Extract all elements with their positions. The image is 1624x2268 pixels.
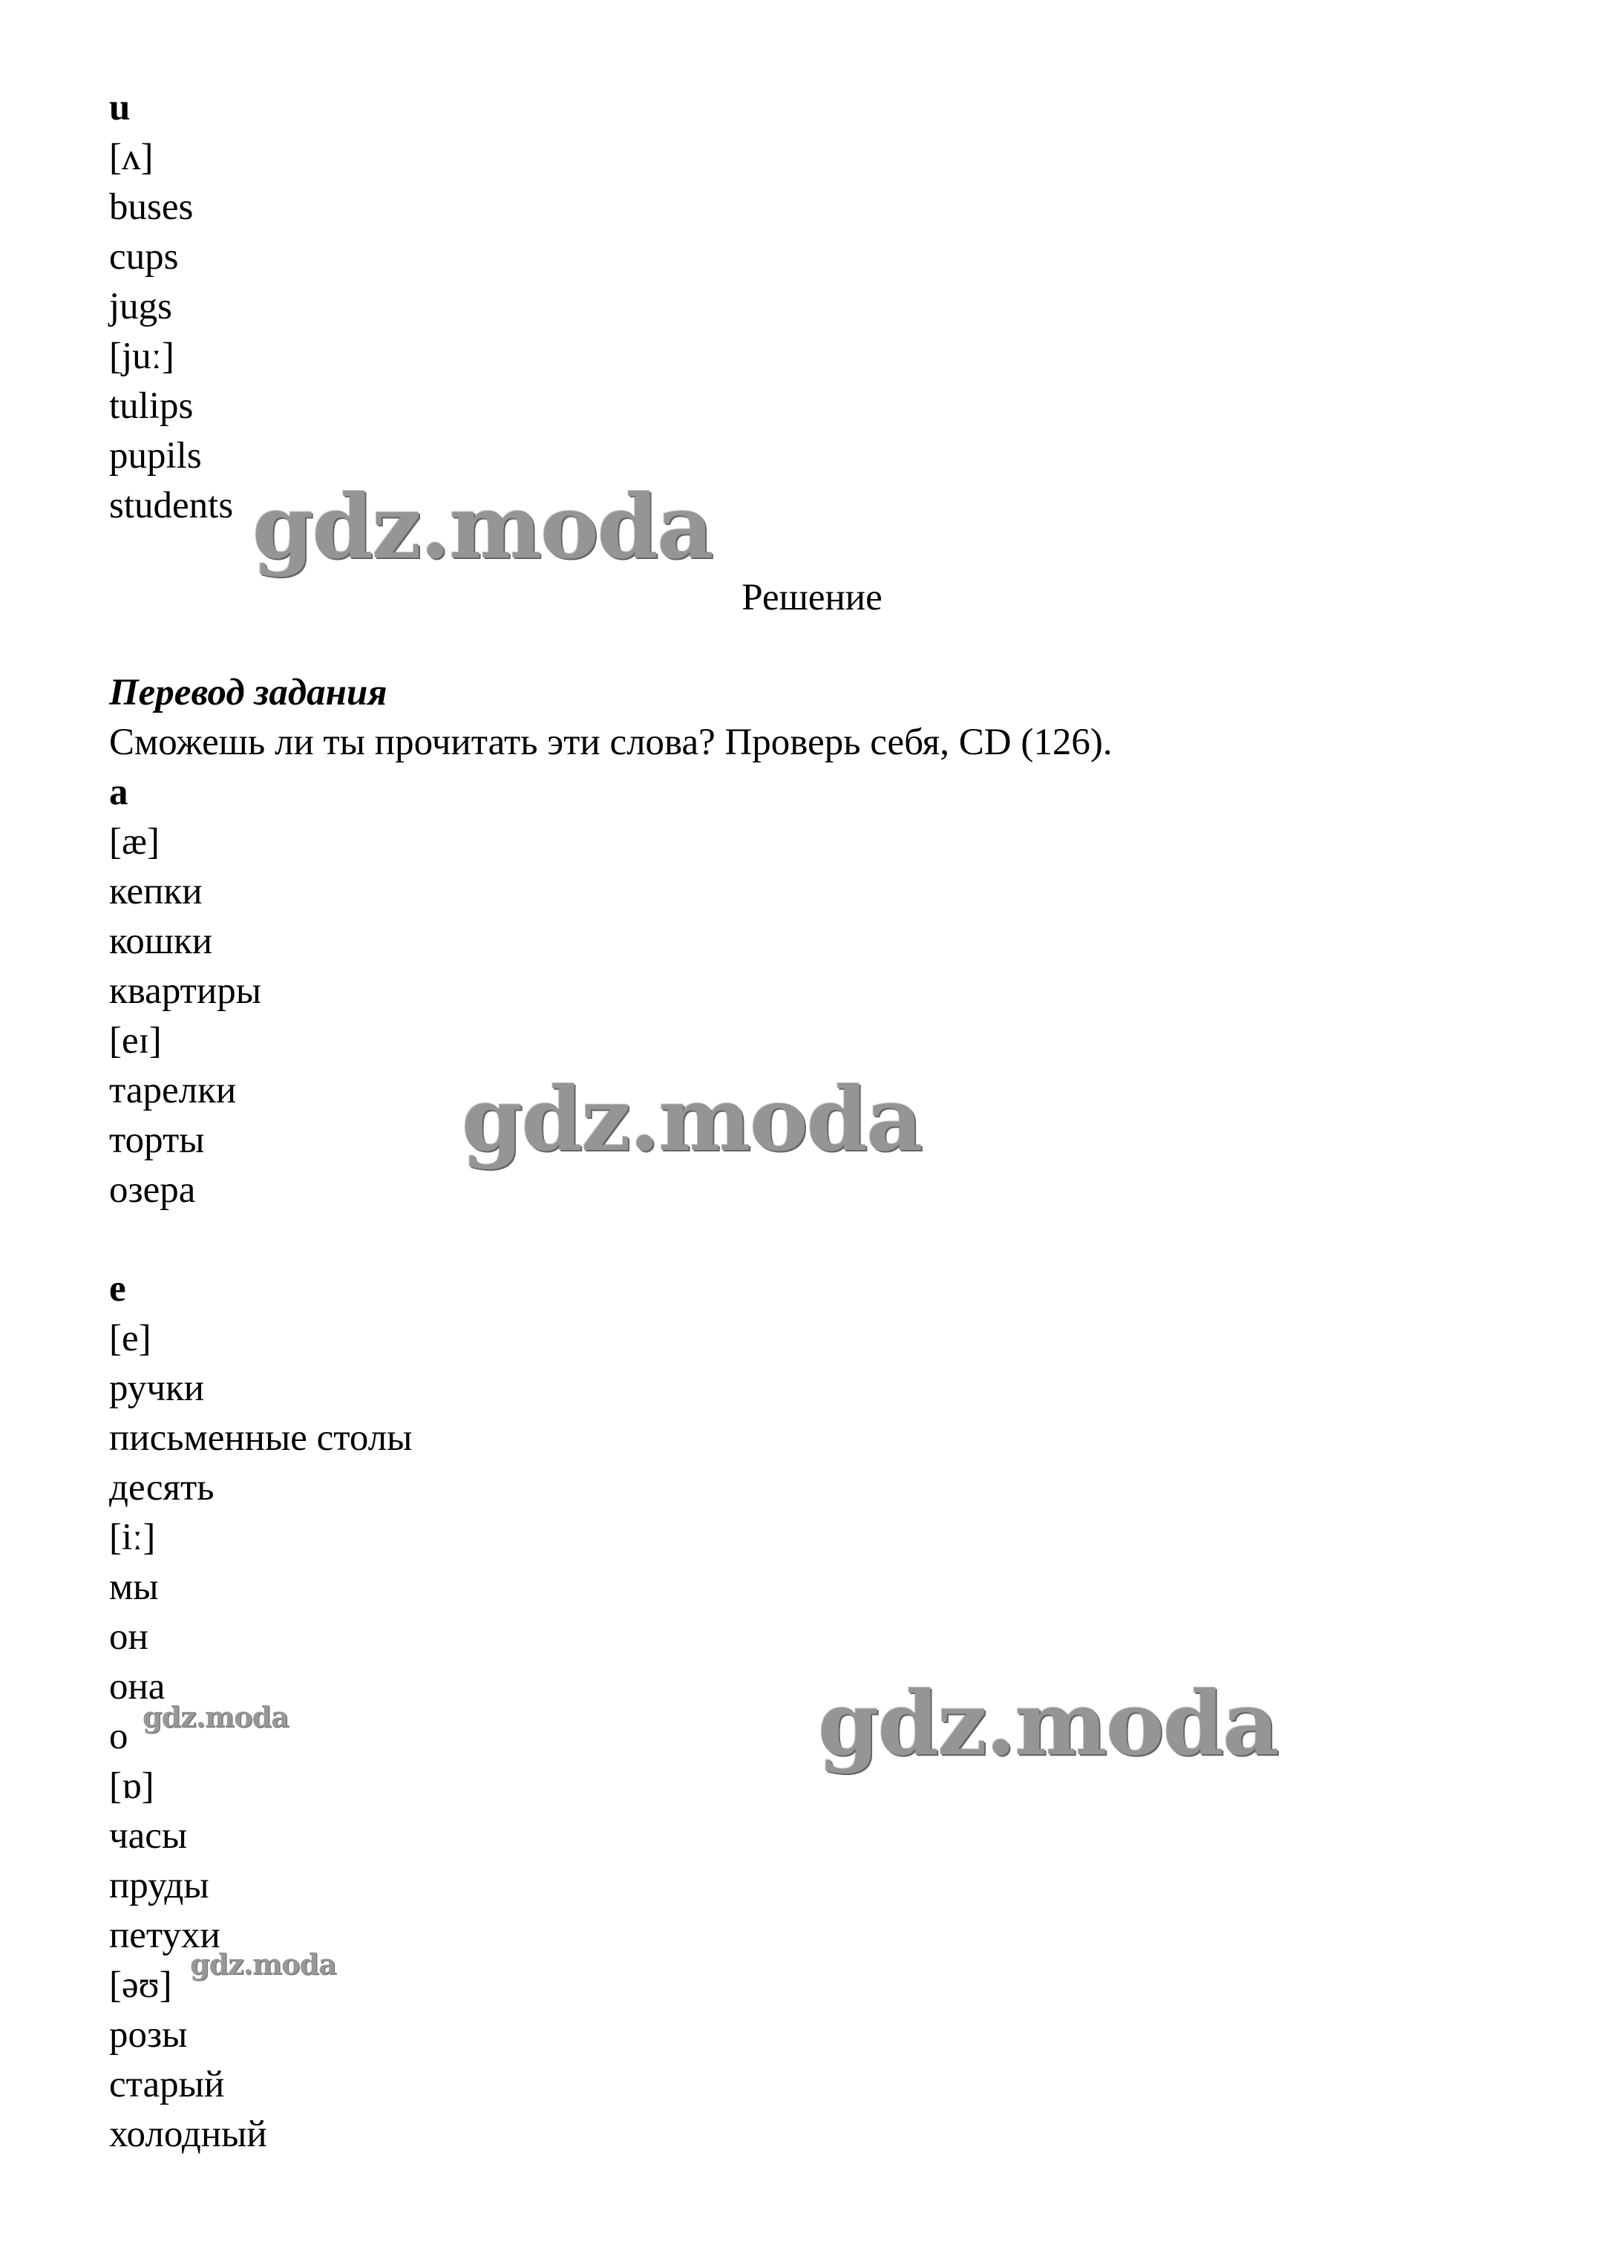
phoneme-line: [eɪ]	[109, 1020, 162, 1062]
word-line: торты	[109, 1120, 205, 1161]
word-line: квартиры	[109, 970, 261, 1012]
section-letter-e: e	[109, 1268, 126, 1310]
watermark-logo: gdz.moda	[818, 1672, 1278, 1775]
phoneme-line: [iː]	[109, 1517, 156, 1558]
word-line: десять	[109, 1467, 215, 1509]
word-line: students	[109, 485, 234, 526]
watermark-logo-small: gdz.moda	[143, 1700, 289, 1733]
word-line: ручки	[109, 1367, 205, 1409]
word-line: часы	[109, 1815, 188, 1857]
word-line: buses	[109, 186, 194, 228]
watermark-logo: gdz.moda	[462, 1068, 922, 1171]
watermark-logo-small: gdz.moda	[190, 1947, 336, 1981]
word-line: петухи	[109, 1915, 220, 1956]
word-line: кошки	[109, 921, 213, 962]
word-line: розы	[109, 2014, 188, 2056]
translation-instruction: Сможешь ли ты прочитать эти слова? Проверь себя, CD (126).	[109, 722, 1113, 763]
section-letter-u: u	[109, 87, 131, 128]
phoneme-line: [ɒ]	[109, 1765, 154, 1807]
translation-heading: Перевод задания	[109, 672, 387, 713]
word-line: кепки	[109, 871, 203, 912]
section-letter-a: a	[109, 771, 128, 813]
phoneme-line: [e]	[109, 1318, 151, 1359]
word-line: cups	[109, 236, 179, 278]
word-line: jugs	[109, 286, 173, 327]
phoneme-line: [juː]	[109, 336, 174, 377]
word-line: tulips	[109, 385, 194, 427]
watermark-logo: gdz.moda	[252, 475, 713, 578]
word-line: старый	[109, 2064, 225, 2105]
word-line: озера	[109, 1169, 196, 1211]
phoneme-line: [əʊ]	[109, 1964, 172, 2006]
word-line: тарелки	[109, 1070, 237, 1111]
word-line: мы	[109, 1566, 159, 1608]
phoneme-line: [ʌ]	[109, 137, 154, 178]
word-line: пруды	[109, 1865, 209, 1906]
word-line: холодный	[109, 2114, 267, 2155]
phoneme-line: [æ]	[109, 821, 160, 863]
solution-label: Решение	[741, 577, 883, 618]
word-line: письменные столы	[109, 1417, 413, 1459]
word-line: она	[109, 1666, 166, 1707]
word-line: pupils	[109, 435, 202, 477]
word-line: он	[109, 1616, 148, 1658]
section-letter-o: o	[109, 1716, 128, 1757]
